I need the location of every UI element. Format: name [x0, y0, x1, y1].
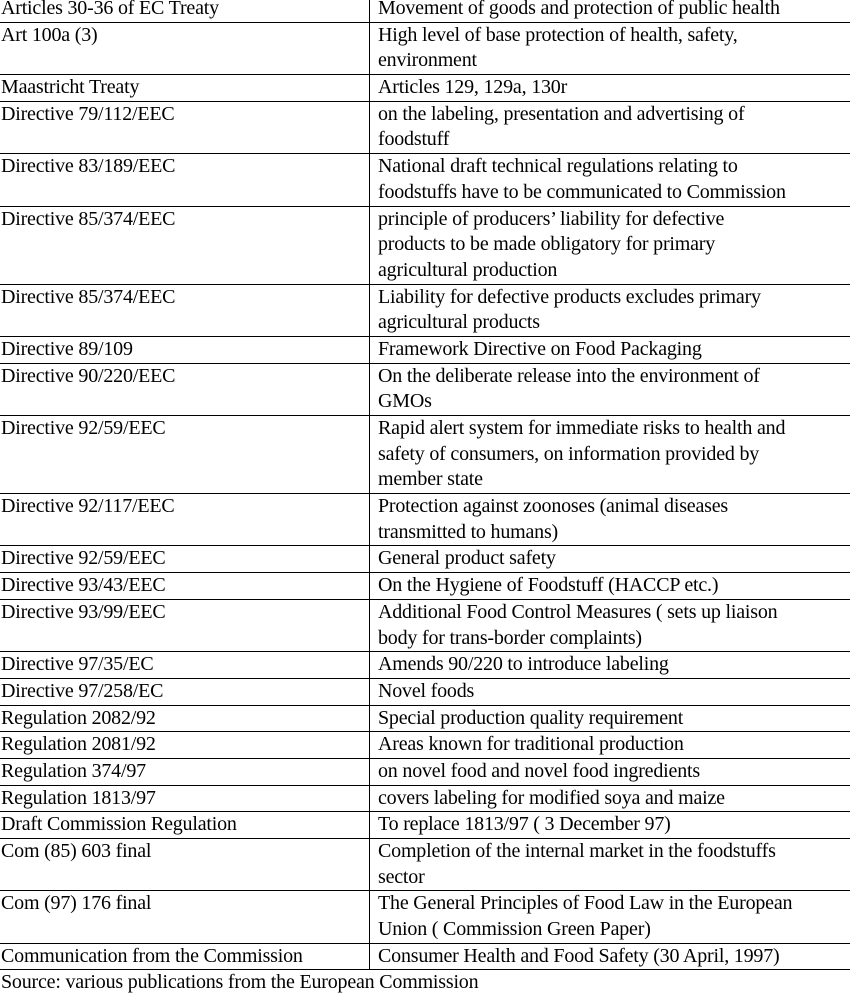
table-row [0, 364, 850, 416]
table-row [0, 75, 850, 102]
legislation-cell [0, 812, 370, 838]
legislation-cell [0, 573, 370, 599]
legislation-name: Directive 89/109 [1, 337, 133, 360]
subject-cell [370, 494, 850, 545]
subject-line: Additional Food Control Measures ( sets up liaison [378, 600, 778, 623]
subject-line: principle of producers’ liability for defective [378, 207, 725, 230]
subject-line: body for trans-border complaints) [378, 626, 642, 649]
subject-line: Framework Directive on Food Packaging [378, 337, 702, 360]
subject-line: On the deliberate release into the environment of [378, 364, 760, 387]
legislation-cell [0, 839, 370, 890]
table-row [0, 23, 850, 75]
subject-cell [370, 416, 850, 493]
legislation-cell [0, 600, 370, 651]
legislation-name: Directive 92/59/EEC [1, 547, 166, 570]
table-row [0, 207, 850, 285]
table-row [0, 732, 850, 759]
legislation-name: Directive 93/99/EEC [1, 600, 166, 623]
legislation-cell [0, 285, 370, 336]
legislation-name: Directive 79/112/EEC [1, 102, 175, 125]
subject-cell [370, 207, 850, 284]
table-row [0, 759, 850, 786]
subject-cell [370, 75, 850, 101]
subject-cell [370, 102, 850, 153]
legislation-cell [0, 786, 370, 812]
legislation-name: Directive 97/35/EC [1, 653, 154, 676]
legislation-cell [0, 75, 370, 101]
subject-cell [370, 732, 850, 758]
source-note: Source: various publications from the European Commission [1, 971, 479, 994]
subject-line: foodstuffs have to be communicated to Commission [378, 180, 786, 203]
legislation-name: Art 100a (3) [1, 23, 98, 46]
legislation-name: Communication from the Commission [1, 944, 303, 967]
subject-cell [370, 652, 850, 678]
legislation-name: Draft Commission Regulation [1, 813, 237, 836]
subject-line: Rapid alert system for immediate risks to health and [378, 417, 786, 439]
subject-line: Articles 129, 129a, 130r [378, 76, 568, 99]
legislation-cell [0, 364, 370, 415]
table-row [0, 944, 850, 971]
legislation-name: Directive 93/43/EEC [1, 574, 166, 597]
subject-line: Areas known for traditional production [378, 733, 684, 756]
subject-line: Movement of goods and protection of public health [378, 0, 780, 19]
legislation-cell [0, 0, 370, 22]
legislation-name: Regulation 2082/92 [1, 706, 156, 729]
table-row [0, 706, 850, 733]
legislation-cell [0, 679, 370, 705]
subject-line: member state [378, 468, 483, 491]
subject-line: Completion of the internal market in the foodstuffs [378, 840, 776, 862]
table-row [0, 154, 850, 206]
subject-line: on the labeling, presentation and advertising of [378, 102, 745, 125]
subject-cell [370, 154, 850, 205]
subject-line: Novel foods [378, 679, 475, 702]
legislation-cell [0, 944, 370, 970]
subject-line: Protection against zoonoses (animal diseases [378, 495, 728, 518]
subject-line: To replace 1813/97 ( 3 December 97) [378, 813, 671, 836]
subject-cell [370, 364, 850, 415]
table-row [0, 494, 850, 546]
legislation-name: Regulation 2081/92 [1, 733, 156, 756]
subject-line: agricultural production [378, 258, 558, 281]
subject-line: Amends 90/220 to introduce labeling [378, 653, 669, 676]
legislation-name: Directive 85/374/EEC [1, 207, 176, 230]
table-row [0, 416, 850, 494]
subject-line: agricultural products [378, 311, 540, 334]
subject-cell [370, 706, 850, 732]
subject-line: Special production quality requirement [378, 706, 684, 729]
subject-line: on novel food and novel food ingredients [378, 759, 700, 782]
subject-cell [370, 285, 850, 336]
legislation-name: Com (85) 603 final [1, 840, 152, 862]
subject-line: environment [378, 49, 477, 72]
table-row [0, 839, 850, 891]
subject-cell [370, 0, 850, 22]
table-row [0, 600, 850, 652]
legislation-cell [0, 759, 370, 785]
subject-cell [370, 679, 850, 705]
legislation-cell [0, 706, 370, 732]
subject-line: Liability for defective products excludes primary [378, 285, 761, 308]
table-row [0, 652, 850, 679]
subject-cell [370, 337, 850, 363]
subject-cell [370, 23, 850, 74]
subject-line: General product safety [378, 547, 556, 570]
legislation-name: Directive 97/258/EC [1, 679, 164, 702]
table-row [0, 679, 850, 706]
legislation-name: Directive 85/374/EEC [1, 285, 176, 308]
subject-line: GMOs [378, 390, 432, 413]
subject-cell [370, 546, 850, 572]
table-row [0, 546, 850, 573]
subject-line: Union ( Commission Green Paper) [378, 918, 651, 941]
legislation-name: Com (97) 176 final [1, 892, 152, 915]
legislation-name: Directive 83/189/EEC [1, 155, 176, 178]
subject-cell [370, 573, 850, 599]
legislation-cell [0, 546, 370, 572]
subject-line: sector [378, 865, 425, 888]
subject-cell [370, 944, 850, 970]
legislation-name: Regulation 1813/97 [1, 786, 156, 809]
subject-line: products to be made obligatory for primary [378, 233, 716, 256]
legislation-cell [0, 207, 370, 284]
table-row [0, 337, 850, 364]
legislation-name: Directive 92/59/EEC [1, 417, 166, 439]
subject-cell [370, 759, 850, 785]
legislation-cell [0, 652, 370, 678]
subject-cell [370, 786, 850, 812]
subject-line: Consumer Health and Food Safety (30 April, 1997) [378, 944, 780, 967]
legislation-cell [0, 732, 370, 758]
legislation-name: Articles 30-36 of EC Treaty [1, 0, 219, 19]
table-row [0, 285, 850, 337]
subject-line: transmitted to humans) [378, 520, 559, 543]
subject-line: National draft technical regulations relating to [378, 155, 738, 178]
table-row [0, 812, 850, 839]
table-row [0, 786, 850, 813]
legislation-cell [0, 494, 370, 545]
legislation-name: Maastricht Treaty [1, 76, 140, 99]
legislation-cell [0, 102, 370, 153]
legislation-cell [0, 337, 370, 363]
legislation-cell [0, 154, 370, 205]
subject-line: covers labeling for modified soya and maize [378, 786, 725, 809]
subject-line: High level of base protection of health, safety, [378, 23, 738, 46]
subject-cell [370, 839, 850, 890]
table-row [0, 891, 850, 943]
subject-line: The General Principles of Food Law in the European [378, 892, 793, 915]
subject-line: On the Hygiene of Foodstuff (HACCP etc.) [378, 574, 719, 597]
subject-cell [370, 600, 850, 651]
subject-line: foodstuff [378, 128, 450, 151]
subject-cell [370, 891, 850, 942]
legislation-cell [0, 891, 370, 942]
legislation-name: Directive 92/117/EEC [1, 495, 175, 518]
legislation-cell [0, 416, 370, 493]
table-row [0, 0, 850, 23]
table-row [0, 102, 850, 154]
legislation-cell [0, 23, 370, 74]
table-row [0, 573, 850, 600]
legislation-name: Directive 90/220/EEC [1, 364, 176, 387]
legislation-name: Regulation 374/97 [1, 759, 146, 782]
subject-line: safety of consumers, on information provided by [378, 442, 760, 465]
subject-cell [370, 812, 850, 838]
